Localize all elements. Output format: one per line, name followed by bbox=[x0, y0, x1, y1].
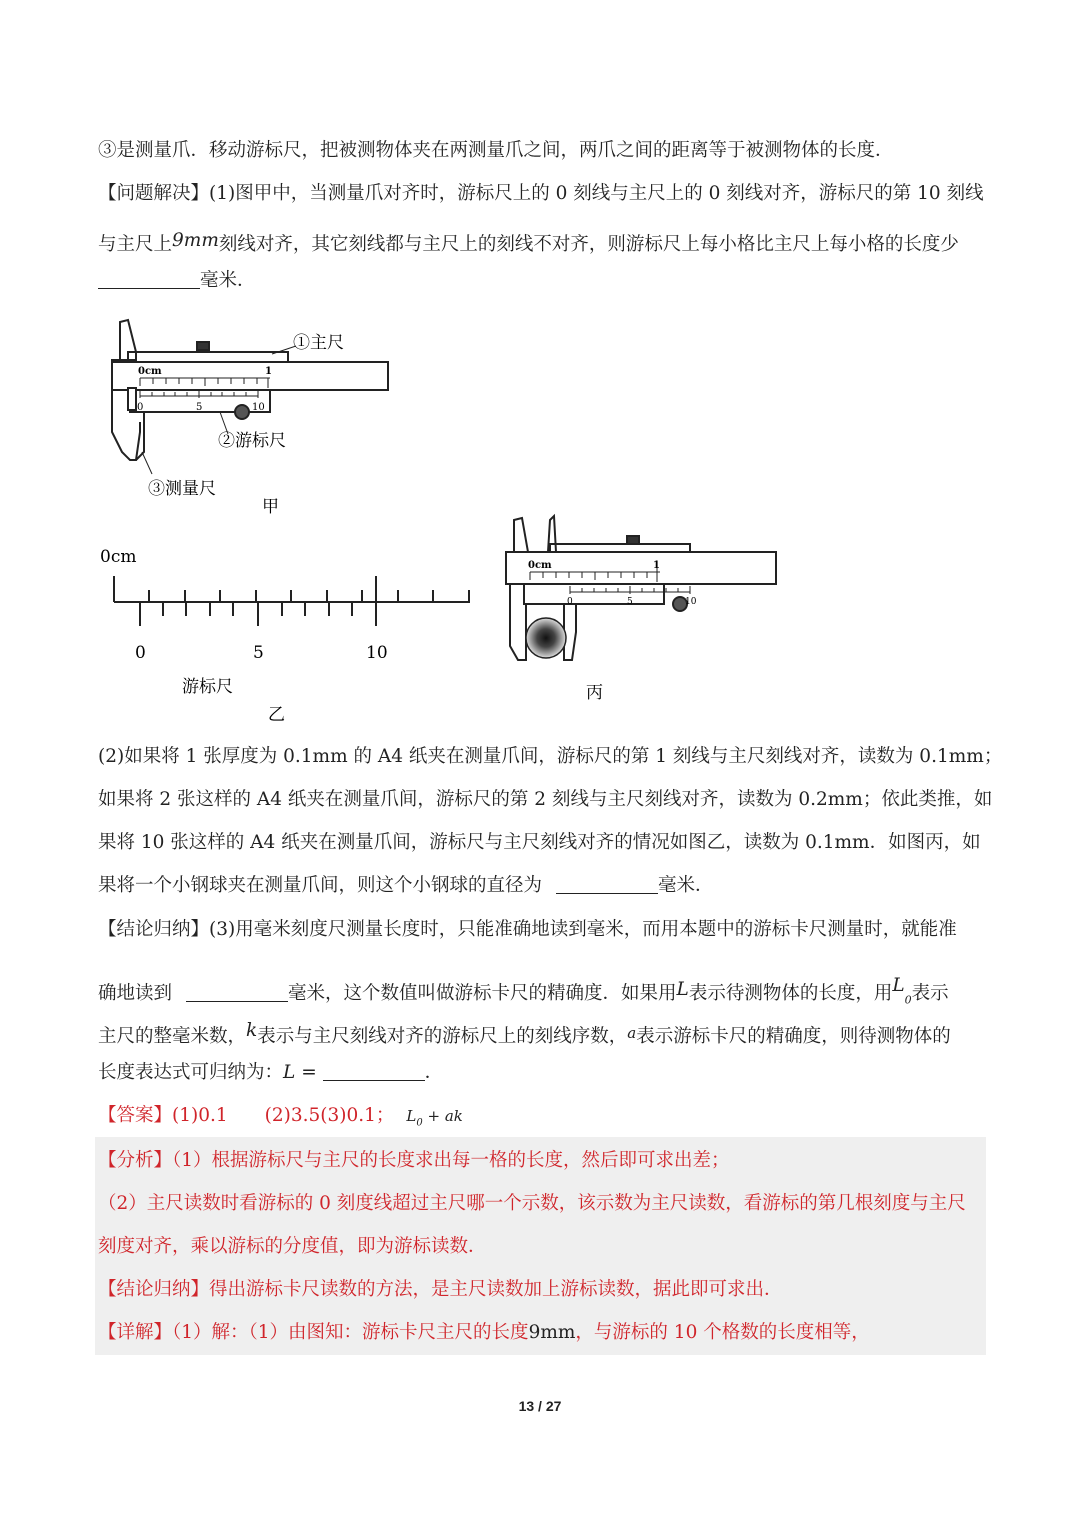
paragraph-line bbox=[98, 787, 992, 813]
text: = bbox=[295, 1062, 323, 1083]
math-9mm: 9mm bbox=[172, 230, 219, 251]
paragraph-line bbox=[98, 1060, 443, 1086]
main-zero-label: 0cm bbox=[138, 366, 162, 377]
text: 【结论归纳】(3)用毫米刻度尺测量长度时，只能准确地读到毫米，而用本题中的游标卡尺测量时，就能准 bbox=[98, 919, 957, 940]
analysis-line bbox=[98, 1148, 730, 1174]
answer-blank[interactable] bbox=[186, 983, 288, 1002]
analysis-line bbox=[98, 1277, 783, 1303]
figure-jia bbox=[100, 312, 410, 522]
text: 表示游标卡尺的精确度，则待测物体的 bbox=[636, 1026, 951, 1047]
vernier-5: 5 bbox=[196, 402, 203, 413]
paragraph-line bbox=[98, 744, 1002, 770]
text: 得出游标卡尺读数的方法，是主尺读数加上游标读数，据此即可求出． bbox=[209, 1279, 783, 1300]
formula-rest: + ak bbox=[422, 1107, 463, 1125]
vernier-label: 游标尺 bbox=[182, 677, 233, 697]
text: 表示 bbox=[911, 983, 949, 1004]
vernier-0: 0 bbox=[137, 402, 144, 413]
analysis-line bbox=[98, 1320, 870, 1346]
paragraph-line bbox=[98, 181, 984, 207]
vernier-0: 0 bbox=[567, 597, 573, 607]
text: 【问题解决】(1)图甲中，当测量爪对齐时，游标尺上的 0 刻线与主尺上的 0 刻线对齐，游标尺的第 10 刻线 bbox=[98, 183, 984, 204]
text: 表示与主尺刻线对齐的游标尺上的刻线序数， bbox=[257, 1026, 628, 1047]
text: 主尺的整毫米数， bbox=[98, 1026, 247, 1047]
figure-bing bbox=[500, 512, 790, 712]
paragraph-line bbox=[98, 138, 894, 164]
formula-L: L bbox=[406, 1107, 417, 1125]
answer-label: 【答案】 bbox=[98, 1105, 173, 1126]
text: 表示待测物体的长度，用 bbox=[688, 983, 893, 1004]
vernier-scale-label: ②游标尺 bbox=[218, 431, 286, 451]
text: ，与游标的 10 个格数的长度相等， bbox=[575, 1322, 870, 1343]
scale-zero-label: 0cm bbox=[100, 547, 137, 567]
text: 刻度对齐，乘以游标的分度值，即为游标读数． bbox=[98, 1236, 487, 1257]
jaw-label: ③测量尺 bbox=[148, 479, 216, 499]
answer-blank[interactable] bbox=[98, 270, 200, 289]
paragraph-line bbox=[98, 228, 959, 258]
text: 毫米． bbox=[658, 875, 714, 896]
analysis-line bbox=[98, 1234, 487, 1260]
math-k: k bbox=[246, 1020, 258, 1041]
math-9mm: 9mm bbox=[528, 1322, 576, 1343]
figure-caption: 丙 bbox=[586, 683, 603, 703]
main-one-label: 1 bbox=[653, 560, 660, 571]
detail-label: 【详解】 bbox=[98, 1322, 173, 1343]
text: ． bbox=[424, 1062, 444, 1083]
text: 如果将 2 张这样的 A4 纸夹在测量爪间，游标尺的第 2 刻线与主尺刻线对齐，读数为 0.2mm；依此类推，如 bbox=[98, 789, 993, 810]
vernier-10: 10 bbox=[252, 402, 265, 413]
main-zero-label: 0cm bbox=[528, 560, 552, 571]
text: 确地读到 bbox=[98, 983, 173, 1004]
vernier-5: 5 bbox=[627, 597, 633, 607]
page-number: 13 / 27 bbox=[518, 1398, 562, 1414]
text: （1）根据游标尺与主尺的长度求出每一格的长度，然后即可求出差； bbox=[172, 1150, 730, 1171]
answer-blank[interactable] bbox=[556, 875, 658, 894]
answer-text: (1)0.1 (2)3.5(3)0.1； bbox=[172, 1105, 395, 1126]
text: 与主尺上 bbox=[98, 234, 173, 255]
answer-line bbox=[98, 1103, 463, 1137]
conclusion-label: 【结论归纳】 bbox=[98, 1279, 210, 1300]
math-L: L bbox=[283, 1062, 296, 1083]
math-a: a bbox=[627, 1024, 637, 1042]
paragraph-line bbox=[98, 917, 957, 943]
text: 长度表达式可归纳为： bbox=[98, 1062, 284, 1083]
paragraph-line bbox=[98, 830, 981, 856]
text: 毫米，这个数值叫做游标卡尺的精确度．如果用 bbox=[288, 983, 677, 1004]
vernier-10: 10 bbox=[685, 597, 697, 607]
steel-ball bbox=[526, 618, 566, 658]
text: ③是测量爪．移动游标尺，把被测物体夹在两测量爪之间，两爪之间的距离等于被测物体的长度． bbox=[98, 140, 894, 161]
text: 果将一个小钢球夹在测量爪间，则这个小钢球的直径为 bbox=[98, 875, 543, 896]
figure-yi bbox=[96, 540, 486, 725]
figure-caption: 甲 bbox=[262, 497, 279, 517]
text: 刻线对齐，其它刻线都与主尺上的刻线不对齐，则游标尺上每小格比主尺上每小格的长度少 bbox=[218, 234, 959, 255]
vernier-0: 0 bbox=[135, 643, 146, 663]
analysis-line bbox=[98, 1191, 966, 1217]
text: （2）主尺读数时看游标的 0 刻度线超过主尺哪一个示数，该示数为主尺读数，看游标的第几根刻度与主尺 bbox=[98, 1193, 966, 1214]
paragraph-line bbox=[98, 873, 714, 899]
vernier-5: 5 bbox=[253, 643, 264, 663]
paragraph-line bbox=[98, 268, 256, 294]
text: 果将 10 张这样的 A4 纸夹在测量爪间，游标尺与主尺刻线对齐的情况如图乙，读数为 0.1mm．如图丙，如 bbox=[98, 832, 981, 853]
paragraph-line bbox=[98, 973, 949, 1014]
formula-subscript: 0 bbox=[416, 1117, 423, 1129]
math-L0: L bbox=[892, 975, 905, 996]
main-one-label: 1 bbox=[265, 366, 272, 377]
math-L: L bbox=[676, 979, 689, 1000]
text: 毫米． bbox=[200, 270, 256, 291]
paragraph-line bbox=[98, 1018, 951, 1050]
text: (2)如果将 1 张厚度为 0.1mm 的 A4 纸夹在测量爪间，游标尺的第 1 刻线与主尺刻线对齐，读数为 0.1mm； bbox=[98, 746, 1003, 767]
text: （1）解：（1）由图知：游标卡尺主尺的长度 bbox=[172, 1322, 529, 1343]
main-scale-label: ①主尺 bbox=[293, 333, 344, 353]
answer-blank[interactable] bbox=[323, 1062, 425, 1081]
vernier-10: 10 bbox=[366, 643, 388, 663]
figure-caption: 乙 bbox=[268, 705, 285, 725]
analysis-label: 【分析】 bbox=[98, 1150, 173, 1171]
math-subscript: 0 bbox=[904, 993, 912, 1007]
